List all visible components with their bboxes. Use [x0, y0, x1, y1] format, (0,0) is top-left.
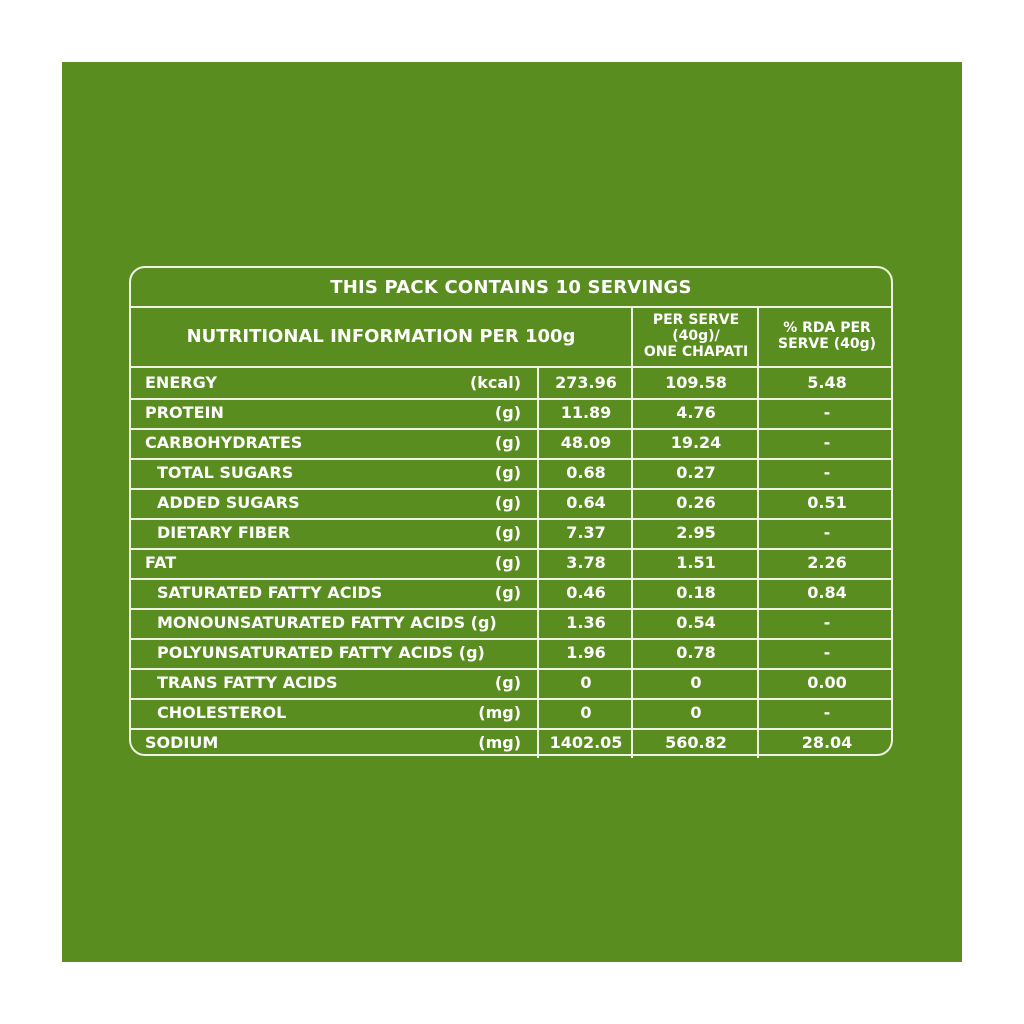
per-serve-value: 19.24 [631, 428, 759, 458]
nutrient-unit: (mg) [478, 733, 521, 753]
table-row [131, 368, 891, 400]
per-100g-value: 0.64 [537, 488, 633, 518]
rda-value: 0.51 [757, 488, 895, 518]
nutrient-unit: (g) [494, 673, 521, 693]
nutrient-name: ADDED SUGARS [157, 493, 300, 513]
rda-value: - [757, 398, 895, 428]
nutrient-name: DIETARY FIBER [157, 523, 291, 543]
nutrient-unit: (g) [494, 553, 521, 573]
per-100g-value: 0 [537, 668, 633, 698]
nutrient-name: CHOLESTEROL [157, 703, 287, 723]
nutrient-name: POLYUNSATURATED FATTY ACIDS (g) [157, 643, 485, 663]
per-100g-value: 7.37 [537, 518, 633, 548]
rda-value: - [757, 698, 895, 728]
per-100g-value: 48.09 [537, 428, 633, 458]
rda-value: 28.04 [757, 728, 895, 758]
rda-value: - [757, 638, 895, 668]
nutrient-name: FAT [145, 553, 177, 573]
per-serve-value: 4.76 [631, 398, 759, 428]
table-row [131, 488, 891, 520]
table-row [131, 638, 891, 670]
rda-value: 0.84 [757, 578, 895, 608]
table-row [131, 398, 891, 430]
per-serve-value: 560.82 [631, 728, 759, 758]
table-row [131, 458, 891, 490]
nutrient-name: CARBOHYDRATES [145, 433, 303, 453]
per-serve-value: 109.58 [631, 368, 759, 398]
per-serve-value: 0.27 [631, 458, 759, 488]
per-serve-value: 1.51 [631, 548, 759, 578]
nutrient-name: SODIUM [145, 733, 219, 753]
per-100g-value: 1402.05 [537, 728, 633, 758]
per-serve-value: 0 [631, 698, 759, 728]
nutrient-name: MONOUNSATURATED FATTY ACIDS (g) [157, 613, 497, 633]
nutrient-name: ENERGY [145, 373, 217, 393]
rda-value: 5.48 [757, 368, 895, 398]
nutrient-name: TOTAL SUGARS [157, 463, 294, 483]
nutrient-unit: (g) [494, 493, 521, 513]
nutrient-unit: (g) [494, 433, 521, 453]
nutrient-unit: (g) [494, 403, 521, 423]
nutrient-name: PROTEIN [145, 403, 224, 423]
per-100g-value: 0.46 [537, 578, 633, 608]
table-row [131, 698, 891, 730]
per-100g-value: 0 [537, 698, 633, 728]
per-serve-value: 2.95 [631, 518, 759, 548]
nutrient-unit: (g) [494, 463, 521, 483]
rda-value: 2.26 [757, 548, 895, 578]
rda-value: - [757, 518, 895, 548]
table-row [131, 668, 891, 700]
per-serve-value: 0 [631, 668, 759, 698]
nutrient-name: TRANS FATTY ACIDS [157, 673, 338, 693]
per-100g-value: 1.36 [537, 608, 633, 638]
header-rda: % RDA PER SERVE (40g) [757, 306, 895, 366]
nutrient-unit: (mg) [478, 703, 521, 723]
nutrient-unit [431, 638, 521, 668]
table-row [131, 548, 891, 580]
rda-value: - [757, 608, 895, 638]
per-100g-value: 1.96 [537, 638, 633, 668]
table-row [131, 428, 891, 460]
rda-value: - [757, 458, 895, 488]
table-row [131, 578, 891, 610]
per-serve-value: 0.54 [631, 608, 759, 638]
rda-value: - [757, 428, 895, 458]
per-100g-value: 11.89 [537, 398, 633, 428]
table-title: THIS PACK CONTAINS 10 SERVINGS [131, 268, 891, 308]
nutrient-unit [431, 608, 521, 638]
per-100g-value: 273.96 [537, 368, 633, 398]
nutrition-table [129, 266, 893, 756]
nutrition-panel [62, 62, 962, 962]
per-100g-value: 3.78 [537, 548, 633, 578]
nutrient-name: SATURATED FATTY ACIDS [157, 583, 383, 603]
header-nutritional-info: NUTRITIONAL INFORMATION PER 100g [186, 325, 576, 347]
per-serve-value: 0.78 [631, 638, 759, 668]
table-row [131, 608, 891, 640]
per-serve-value: 0.18 [631, 578, 759, 608]
table-header [131, 306, 891, 368]
nutrient-unit: (kcal) [469, 373, 521, 393]
nutrient-unit: (g) [494, 583, 521, 603]
table-row [131, 728, 891, 758]
per-100g-value: 0.68 [537, 458, 633, 488]
nutrient-unit: (g) [494, 523, 521, 543]
header-per-serve: PER SERVE (40g)/ ONE CHAPATI [631, 306, 759, 366]
rda-value: 0.00 [757, 668, 895, 698]
table-row [131, 518, 891, 550]
per-serve-value: 0.26 [631, 488, 759, 518]
